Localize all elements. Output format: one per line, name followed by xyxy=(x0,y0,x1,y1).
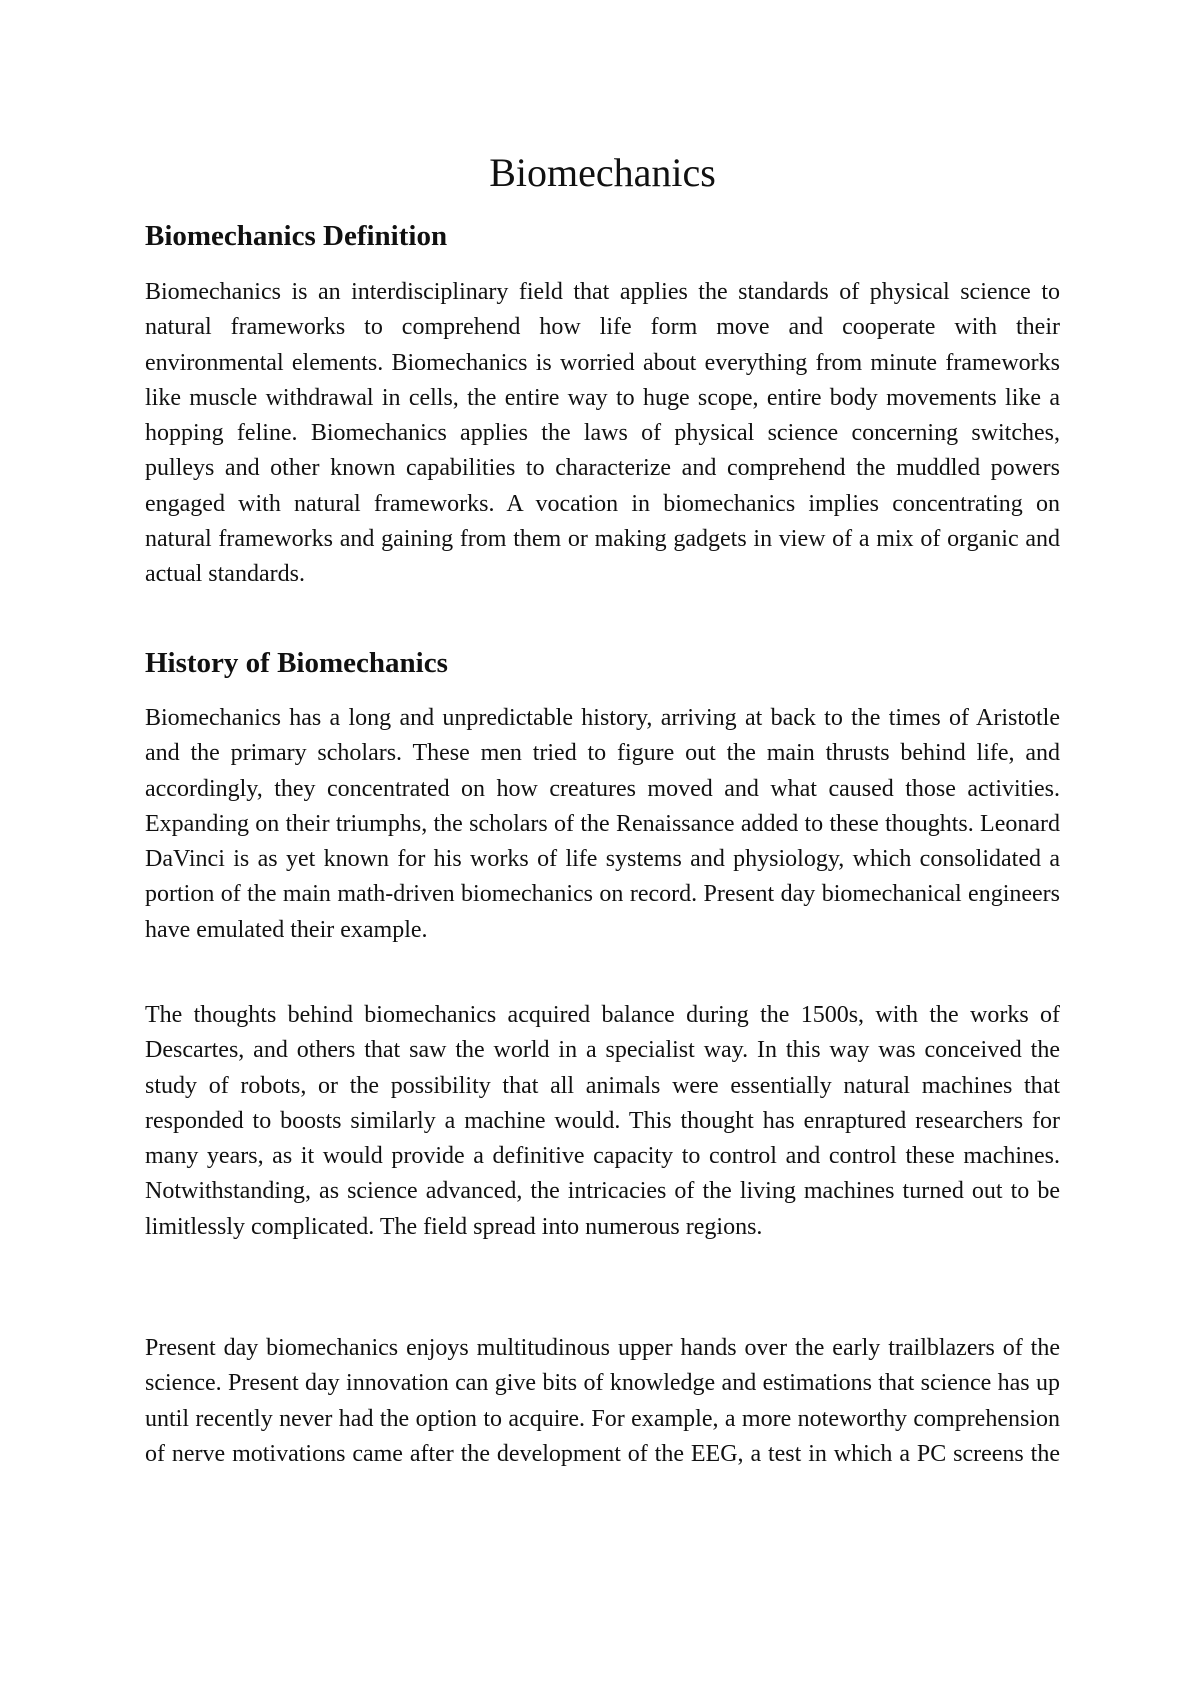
section-heading-definition: Biomechanics Definition xyxy=(145,220,448,252)
history-paragraph-1: Biomechanics has a long and unpredictable history, arriving at back to the times of Aristotle and the primary scholars. These men tried to figure out the main thrusts behind life, and accordingly, they concentrated on how creatures moved and what caused those activities. Expanding on their triumphs, the scholars of the Renaissance added to these thoughts. Leonard DaVinci is as yet known for his works of life systems and physiology, which consolidated a portion of the main math-driven biomechanics on record. Present day biomechanical engineers have emulated their example. xyxy=(145,705,1060,943)
definition-paragraph: Biomechanics is an interdisciplinary field that applies the standards of physical science to natural frameworks to comprehend how life form move and cooperate with their environmental elements. Biomechanics is worried about everything from minute frameworks like muscle withdrawal in cells, the entire way to huge scope, entire body movements like a hopping feline. Biomechanics applies the laws of physical science concerning switches, pulleys and other known capabilities to characterize and comprehend the muddled powers engaged with natural frameworks. A vocation in biomechanics implies concentrating on natural frameworks and gaining from them or making gadgets in view of a mix of organic and actual standards. xyxy=(145,279,1060,588)
history-paragraph-3: Present day biomechanics enjoys multitudinous upper hands over the early trailblazers of the science. Present day innovation can give bits of knowledge and estimations that science has up until recently never had the option to acquire. For example, a more noteworthy comprehension of nerve motivations came after the development of the EEG, a test in which a PC screens the xyxy=(145,1335,1060,1467)
section-heading-history: History of Biomechanics xyxy=(145,647,448,679)
document-title: Biomechanics xyxy=(489,150,716,195)
history-paragraph-2: The thoughts behind biomechanics acquired balance during the 1500s, with the works of Descartes, and others that saw the world in a specialist way. In this way was conceived the study of robots, or the possibility that all animals were essentially natural machines that responded to boosts similarly a machine would. This thought has enraptured researchers for many years, as it would provide a definitive capacity to control and control these machines. Notwithstanding, as science advanced, the intricacies of the living machines turned out to be limitlessly complicated. The field spread into numerous regions. xyxy=(145,1002,1060,1240)
